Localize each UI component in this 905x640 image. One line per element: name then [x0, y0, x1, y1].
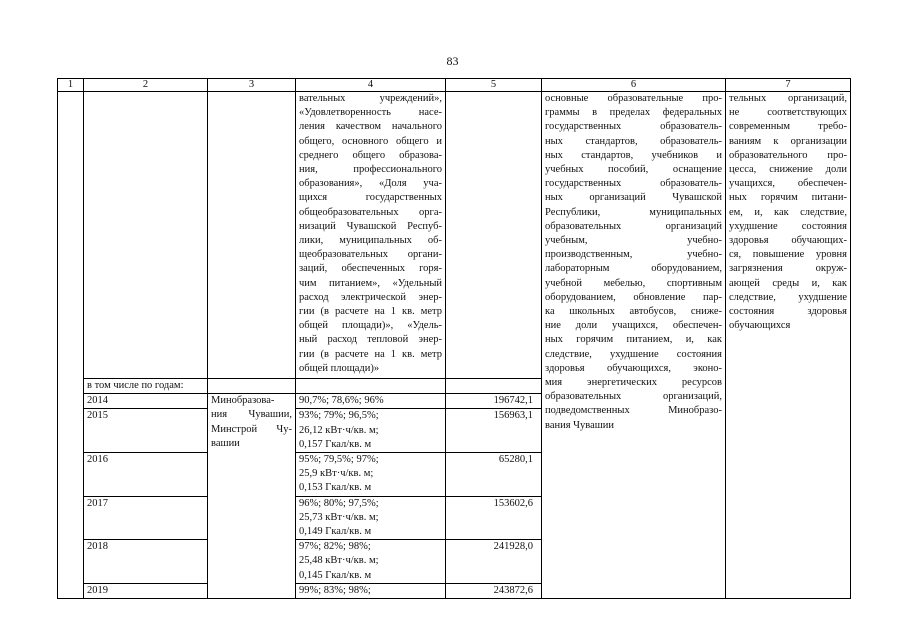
indicator-value-line: 96%; 80%; 97,5%;	[299, 497, 379, 509]
consequences-line: состояния здоровья	[729, 306, 847, 318]
indicator-value-line: 95%; 79,5%; 97%;	[299, 454, 379, 466]
consequences-line: обучающихся	[729, 320, 791, 332]
indicator-values-cell	[296, 453, 446, 497]
consequences-line: здоровья обучающих-	[729, 235, 847, 247]
header-row	[58, 79, 851, 92]
consequences-line: современным требо-	[729, 121, 847, 133]
activity-results-line: мия энергетических ресурсов	[545, 377, 722, 389]
indicators-description-line: щеобразовательных органи-	[299, 249, 442, 261]
indicators-description-line: ния, профессионального	[299, 164, 442, 176]
activity-results-line: образовательных организаций,	[545, 391, 722, 403]
activity-results-line: Республики, муниципальных	[545, 206, 722, 218]
consequences-line: ем, и, как следствие,	[729, 206, 847, 218]
activity-results-line: ние доли учащихся, обеспечен-	[545, 320, 722, 332]
consequences-line: не соответствующих	[729, 107, 847, 119]
header-col-4: 4	[296, 79, 446, 92]
amount-cell: 156963,1	[446, 409, 542, 453]
activity-results-line: ка школьных автобусов, сниже-	[545, 306, 722, 318]
indicators-description-line: расход электрической энер-	[299, 291, 442, 303]
indicator-value-line: 25,73 кВт·ч/кв. м;	[299, 511, 379, 523]
activity-results-line: основные образовательные про-	[545, 93, 722, 104]
indicators-description-line: вательных учреждений»,	[299, 93, 442, 104]
indicators-description-line: общеобразовательных орга-	[299, 206, 442, 218]
consequences-line: ухудшение состояния	[729, 220, 847, 232]
col3-cell	[208, 379, 296, 394]
indicators-description-line: низаций Чувашской Респуб-	[299, 220, 442, 232]
indicators-description-cell	[296, 92, 446, 379]
table-row	[58, 92, 851, 379]
consequences-line: образовательного про-	[729, 149, 847, 161]
indicator-value-line: 25,48 кВт·ч/кв. м;	[299, 555, 379, 567]
amount-cell: 65280,1	[446, 453, 542, 497]
activity-results-line: ных стандартов, образователь-	[545, 135, 722, 147]
header-col-2: 2	[84, 79, 208, 92]
indicators-description-line: среднего общего образова-	[299, 149, 442, 161]
executor-line: ния Чувашии,	[211, 409, 292, 421]
col5-cell	[446, 379, 542, 394]
indicator-value-line: 99%; 83%; 98%;	[299, 584, 371, 596]
consequences-line: ваниям к организации	[729, 135, 847, 147]
consequences-cell	[726, 92, 851, 599]
header-col-6: 6	[542, 79, 726, 92]
indicators-description-line: ный расход тепловой энер-	[299, 334, 442, 346]
page-number: 83	[446, 54, 459, 68]
indicator-values-cell	[296, 540, 446, 584]
header-col-3: 3	[208, 79, 296, 92]
year-cell: 2018	[84, 540, 208, 584]
indicator-value-line: 26,12 кВт·ч/кв. м;	[299, 424, 379, 436]
activity-results-line: учебным, учебно-	[545, 235, 722, 247]
activity-results-cell	[542, 92, 726, 599]
consequences-line: учащихся, обеспечен-	[729, 178, 847, 190]
indicators-description-line: лики, муниципальных об-	[299, 235, 442, 247]
indicator-value-line: 25,9 кВт·ч/кв. м;	[299, 468, 374, 480]
activity-results-line: государственных образователь-	[545, 178, 722, 190]
indicator-values-cell	[296, 409, 446, 453]
indicators-description-line: общего, основного общего и	[299, 135, 442, 147]
amount-cell: 196742,1	[446, 394, 542, 409]
col2-cell	[84, 92, 208, 379]
activity-results-line: образовательных организаций	[545, 220, 722, 232]
activity-results-line: учебных пособий, оснащение	[545, 164, 722, 176]
by-years-label: в том числе по годам:	[84, 379, 208, 394]
activity-results-line: ных стандартов, учебников и	[545, 149, 722, 161]
indicator-values-cell	[296, 496, 446, 540]
col4-cell	[296, 379, 446, 394]
consequences-line: загрязнения окруж-	[729, 263, 847, 275]
executors-cell	[208, 394, 296, 599]
amount-cell: 153602,6	[446, 496, 542, 540]
indicators-description-line: чим питанием», «Удельный	[299, 277, 442, 289]
year-cell: 2016	[84, 453, 208, 497]
col3-cell	[208, 92, 296, 379]
executor-line: вашии	[211, 437, 240, 449]
program-table	[57, 78, 851, 599]
indicator-value-line: 90,7%; 78,6%; 96%	[299, 395, 384, 407]
header-col-1: 1	[58, 79, 84, 92]
consequences-line: следствие, ухудшение	[729, 291, 847, 303]
indicator-value-line: 0,157 Гкал/кв. м	[299, 438, 372, 450]
year-cell: 2019	[84, 583, 208, 598]
indicator-value-line: 0,145 Гкал/кв. м	[299, 569, 372, 581]
indicators-description-line: общей площади)», «Удель-	[299, 320, 442, 332]
activity-results-line: здоровья обучающихся, эконо-	[545, 362, 722, 374]
header-col-5: 5	[446, 79, 542, 92]
year-cell: 2017	[84, 496, 208, 540]
consequences-line: ся, повышение уровня	[729, 249, 847, 261]
indicators-description-line: образования», «Доля уча-	[299, 178, 442, 190]
activity-results-line: оборудованием, обновление пар-	[545, 291, 722, 303]
indicator-value-line: 0,153 Гкал/кв. м	[299, 482, 372, 494]
year-cell: 2015	[84, 409, 208, 453]
consequences-line: цесса, снижение доли	[729, 164, 847, 176]
col5-cell	[446, 92, 542, 379]
indicators-description-line: ления качеством начального	[299, 121, 442, 133]
activity-results-line: граммы в пределах федеральных	[545, 107, 722, 119]
indicators-description-line: щихся государственных	[299, 192, 442, 204]
activity-results-line: следствие, ухудшение состояния	[545, 348, 722, 360]
consequences-line: тельных организаций,	[729, 93, 847, 104]
consequences-line: ающей среды и, как	[729, 277, 847, 289]
indicator-value-line: 93%; 79%; 96,5%;	[299, 410, 379, 422]
indicator-values-cell	[296, 394, 446, 409]
amount-cell: 243872,6	[446, 583, 542, 598]
indicators-description-line: гии (в расчете на 1 кв. метр	[299, 306, 442, 318]
activity-results-line: подведомственных Минобразо-	[545, 405, 722, 417]
indicator-value-line: 97%; 82%; 98%;	[299, 541, 371, 553]
activity-results-line: учебной мебелью, спортивным	[545, 277, 722, 289]
year-cell: 2014	[84, 394, 208, 409]
activity-results-line: ных горячим питанием, и, как	[545, 334, 722, 346]
header-col-7: 7	[726, 79, 851, 92]
executor-line: Минобразова-	[211, 395, 275, 407]
indicators-description-line: «Удовлетворенность насе-	[299, 107, 442, 119]
indicators-description-line: гии (в расчете на 1 кв. метр	[299, 348, 442, 360]
consequences-line: ных горячим питани-	[729, 192, 847, 204]
activity-results-line: производственным, учебно-	[545, 249, 722, 261]
activity-results-line: вания Чувашии	[545, 419, 615, 431]
col1-cell	[58, 92, 84, 599]
activity-results-line: ных организаций Чувашской	[545, 192, 722, 204]
activity-results-line: лабораторным оборудованием,	[545, 263, 722, 275]
indicator-value-line: 0,149 Гкал/кв. м	[299, 526, 372, 538]
indicators-description-line: заций, обеспеченных горя-	[299, 263, 442, 275]
executor-line: Минстрой Чу-	[211, 423, 292, 435]
indicator-values-cell	[296, 583, 446, 598]
activity-results-line: государственных образователь-	[545, 121, 722, 133]
indicators-description-line: общей площади)»	[299, 362, 380, 374]
amount-cell: 241928,0	[446, 540, 542, 584]
